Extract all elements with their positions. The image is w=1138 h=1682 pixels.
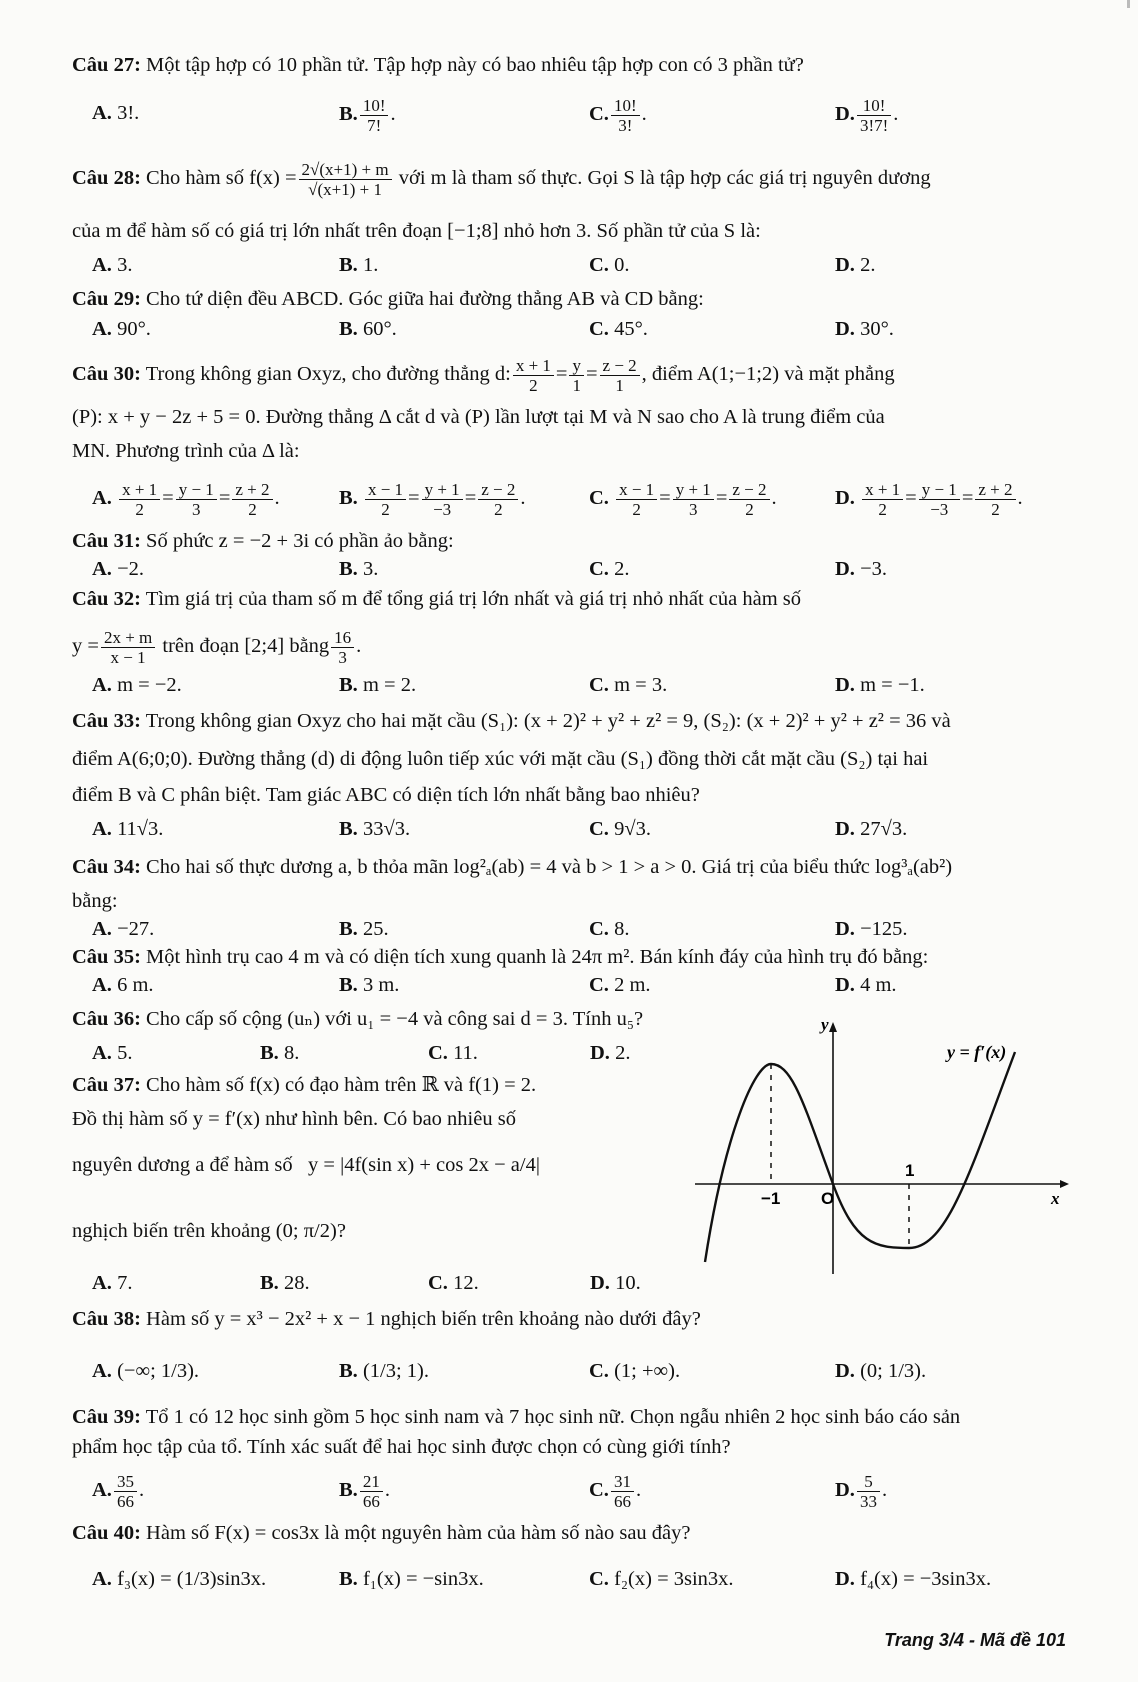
curve: [705, 1052, 1015, 1262]
question-31: Câu 31: Số phức z = −2 + 3i có phần ảo bằng:: [72, 530, 454, 552]
question-34: Câu 34: Cho hai số thực dương a, b thỏa mãn log²ₐ(ab) = 4 và b > 1 > a > 0. Giá trị của biểu thức log³ₐ(ab²): [72, 856, 953, 878]
question-27: Câu 27: Một tập hợp có 10 phần tử. Tập hợp này có bao nhiêu tập hợp con có 3 phần tử?: [72, 54, 804, 76]
question-38-options: A. (−∞; 1/3). B. (1/3; 1). C. (1; +∞). D. (0; 1/3).: [92, 1360, 927, 1382]
question-37-options: A. 7. B. 28. C. 12. D. 10.: [92, 1272, 641, 1294]
curve-label: y = f′(x): [947, 1042, 1007, 1062]
option-b: B. $\frac{10!}{7!}$ .: [339, 96, 396, 135]
x-axis-arrow: [1060, 1180, 1069, 1188]
question-30-line2: (P): x + y − 2z + 5 = 0. Đường thẳng Δ cắt d và (P) lần lượt tại M và N sao cho A là trung điểm của: [72, 406, 885, 428]
scan-mark: [1127, 0, 1130, 8]
question-32-options: A. m = −2. B. m = 2. C. m = 3. D. m = −1.: [92, 674, 925, 696]
question-38: Câu 38: Hàm số y = x³ − 2x² + x − 1 nghịch biến trên khoảng nào dưới đây?: [72, 1308, 701, 1330]
question-28: Câu 28: Cho hàm số f(x) = $\frac{2√(x+1) + m}{√(x+1) + 1}$ với m là tham số thực. Gọi S là tập hợp các giá trị nguyên dương: [72, 160, 931, 199]
question-35-options: A. 6 m. B. 3 m. C. 2 m. D. 4 m.: [92, 974, 897, 996]
question-36: Câu 36: Cho cấp số cộng (uₙ) với u₁ = −4 và công sai d = 3. Tính u₅?: [72, 1008, 644, 1030]
question-30: Câu 30: Trong không gian Oxyz, cho đường thẳng d: $\frac{x + 1}{2}$ = $\frac{y}{1}$ = $\frac{z - 2}{1}$ , điểm A(1;−1;2) và mặt phẳng: [72, 356, 895, 395]
x-label: x: [1051, 1189, 1060, 1208]
question-33: Câu 33: Trong không gian Oxyz cho hai mặt cầu (S₁): (x + 2)² + y² + z² = 9, (S₂): (x + 2)² + y² + z² = 36 và: [72, 710, 951, 732]
tick-neg1: −1: [761, 1189, 781, 1208]
question-33-line3: điểm B và C phân biệt. Tam giác ABC có diện tích lớn nhất bằng bao nhiêu?: [72, 784, 700, 806]
question-30-line3: MN. Phương trình của Δ là:: [72, 440, 300, 462]
question-36-options: A. 5. B. 8. C. 11. D. 2.: [92, 1042, 631, 1064]
question-30-options: A. $\frac{x + 1}{2}$ = $\frac{y - 1}{3}$ = $\frac{z + 2}{2}$ . B. $\frac{x - 1}{2}$ = $\frac{y + 1}{-3}$ = $\frac{z - 2}{2}$ . C. $\frac{x - 1}{2}$ = $\frac{y + 1}{3}$ = $\frac{z - 2}{2}$ . D. $\frac{x + 1}{2}$ = $\frac{y - 1}{-3}$ = $\frac{z + 2}{2}$ .: [92, 480, 1023, 519]
question-28-line2: của m để hàm số có giá trị lớn nhất trên đoạn [−1;8] nhỏ hơn 3. Số phần tử của S là:: [72, 220, 761, 242]
question-37-line3: nguyên dương a để hàm số y = |4f(sin x) + cos 2x − a/4|: [72, 1154, 540, 1176]
y-label: y: [821, 1015, 829, 1034]
question-40-options: A. f₃(x) = (1/3)sin3x. B. f₁(x) = −sin3x. C. f₂(x) = 3sin3x. D. f₄(x) = −3sin3x.: [92, 1568, 992, 1590]
question-33-line2: điểm A(6;0;0). Đường thẳng (d) di động luôn tiếp xúc với mặt cầu (S₁) đồng thời cắt mặt cầu (S₂) tại hai: [72, 748, 929, 770]
question-31-options: A. −2. B. 3. C. 2. D. −3.: [92, 558, 887, 580]
question-32-line2: y = $\frac{2x + m}{x - 1}$ trên đoạn [2;4] bằng $\frac{16}{3}$ .: [72, 628, 362, 667]
question-27-options: [92, 96, 1067, 135]
question-40: Câu 40: Hàm số F(x) = cos3x là một nguyên hàm của hàm số nào sau đây?: [72, 1522, 691, 1544]
question-29-options: A. 90°. B. 60°. C. 45°. D. 30°.: [92, 318, 894, 340]
page-footer: Trang 3/4 - Mã đề 101: [884, 1630, 1066, 1650]
derivative-graph: [685, 1012, 1070, 1282]
question-34-line2: bằng:: [72, 890, 118, 912]
question-29: Câu 29: Cho tứ diện đều ABCD. Góc giữa hai đường thẳng AB và CD bằng:: [72, 288, 704, 310]
question-33-options: A. 11√3. B. 33√3. C. 9√3. D. 27√3.: [92, 818, 908, 840]
option-a: A. 3!.: [92, 102, 140, 124]
question-37-line4: nghịch biến trên khoảng (0; π/2)?: [72, 1220, 346, 1242]
question-34-options: A. −27. B. 25. C. 8. D. −125.: [92, 918, 908, 940]
question-39-line2: phẩm học tập của tổ. Tính xác suất để hai học sinh được chọn có cùng giới tính?: [72, 1436, 731, 1458]
tick-1: 1: [905, 1161, 915, 1180]
y-axis-arrow: [829, 1022, 837, 1032]
question-39-options: A. $\frac{35}{66}$ . B. $\frac{21}{66}$ . C. $\frac{31}{66}$ . D. $\frac{5}{33}$ .: [92, 1472, 888, 1511]
question-37: Câu 37: Cho hàm số f(x) có đạo hàm trên ℝ và f(1) = 2.: [72, 1074, 537, 1096]
option-d: D. $\frac{10!}{3!7!}$ .: [835, 96, 899, 135]
question-28-options: A. 3. B. 1. C. 0. D. 2.: [92, 254, 876, 276]
origin-label: O: [821, 1189, 835, 1208]
question-39: Câu 39: Tổ 1 có 12 học sinh gồm 5 học sinh nam và 7 học sinh nữ. Chọn ngẫu nhiên 2 học sinh báo cáo sản: [72, 1406, 961, 1428]
question-35: Câu 35: Một hình trụ cao 4 m và có diện tích xung quanh là 24π m². Bán kính đáy của hình trụ đó bằng:: [72, 946, 929, 968]
question-32: Câu 32: Tìm giá trị của tham số m để tổng giá trị lớn nhất và giá trị nhỏ nhất của hàm số: [72, 588, 801, 610]
option-c: C. $\frac{10!}{3!}$ .: [589, 96, 647, 135]
question-37-line2: Đồ thị hàm số y = f′(x) như hình bên. Có bao nhiêu số: [72, 1108, 516, 1130]
